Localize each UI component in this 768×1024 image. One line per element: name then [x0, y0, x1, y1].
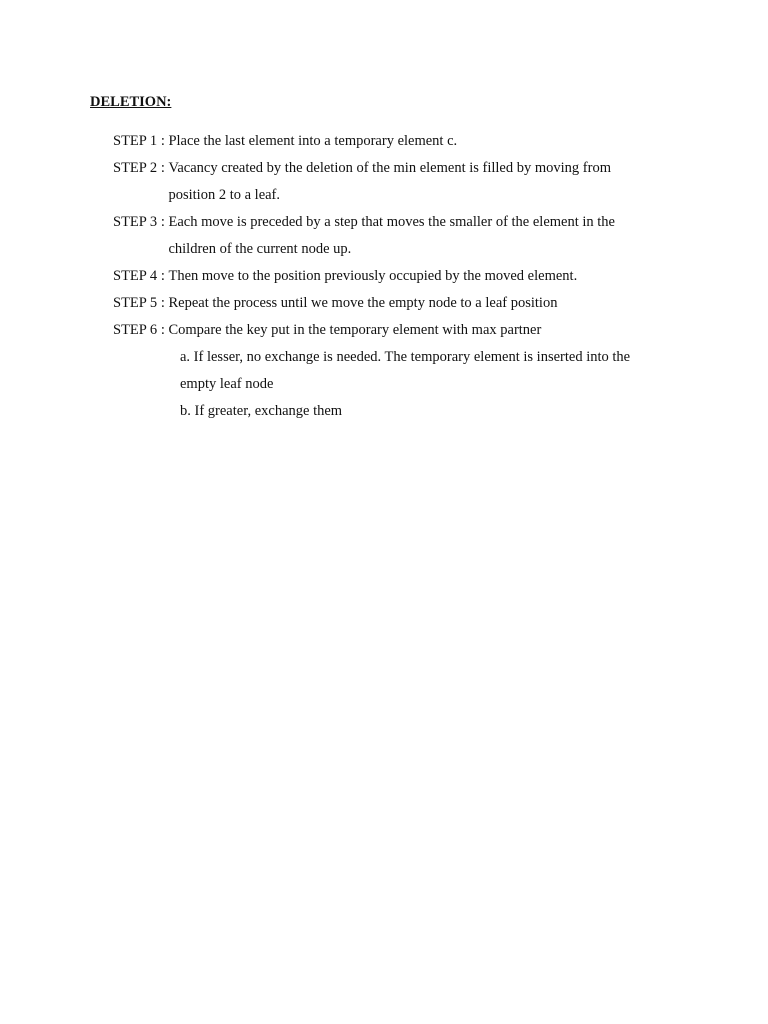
step-item	[113, 263, 673, 290]
step-line: Then move to the position previously occupied by the moved element.	[168, 268, 578, 284]
step-line: Place the last element into a temporary element c.	[168, 133, 458, 149]
step-separator: :	[157, 268, 169, 284]
sub-item-line: a. If lesser, no exchange is needed. The temporary element is inserted into the	[180, 349, 631, 365]
step-line: Each move is preceded by a step that moves the smaller of the element in the	[168, 214, 615, 230]
step-separator: :	[157, 322, 169, 338]
step-label: STEP 1 :	[113, 128, 168, 155]
step-item	[113, 290, 673, 317]
step-text	[168, 290, 673, 317]
step-text	[168, 128, 673, 155]
step-line: children of the current node up.	[168, 241, 352, 257]
section-heading: DELETION:	[90, 94, 172, 110]
sub-item	[180, 398, 673, 425]
step-label: STEP 6 :	[113, 317, 168, 344]
step-line: Compare the key put in the temporary element with max partner	[168, 322, 542, 338]
sub-item	[180, 344, 673, 398]
sub-items-list	[180, 344, 673, 425]
step-text	[168, 263, 673, 290]
step-text	[168, 155, 673, 209]
step-separator: :	[157, 160, 169, 176]
sub-item-line: empty leaf node	[180, 376, 274, 392]
step-label: STEP 5 :	[113, 290, 168, 317]
step-separator: :	[157, 133, 169, 149]
step-line: Vacancy created by the deletion of the min element is filled by moving from	[168, 160, 611, 176]
sub-item-line: b. If greater, exchange them	[180, 403, 343, 419]
step-separator: :	[157, 214, 169, 230]
step-label: STEP 4 :	[113, 263, 168, 290]
step-item	[113, 128, 673, 155]
step-label: STEP 3 :	[113, 209, 168, 263]
step-item	[113, 317, 673, 344]
steps-list	[113, 128, 673, 425]
step-text	[168, 317, 673, 344]
step-label: STEP 2 :	[113, 155, 168, 209]
step-line: Repeat the process until we move the empty node to a leaf position	[168, 295, 558, 311]
step-text	[168, 209, 673, 263]
step-separator: :	[157, 295, 169, 311]
step-line: position 2 to a leaf.	[168, 187, 281, 203]
step-item	[113, 209, 673, 263]
step-item	[113, 155, 673, 209]
